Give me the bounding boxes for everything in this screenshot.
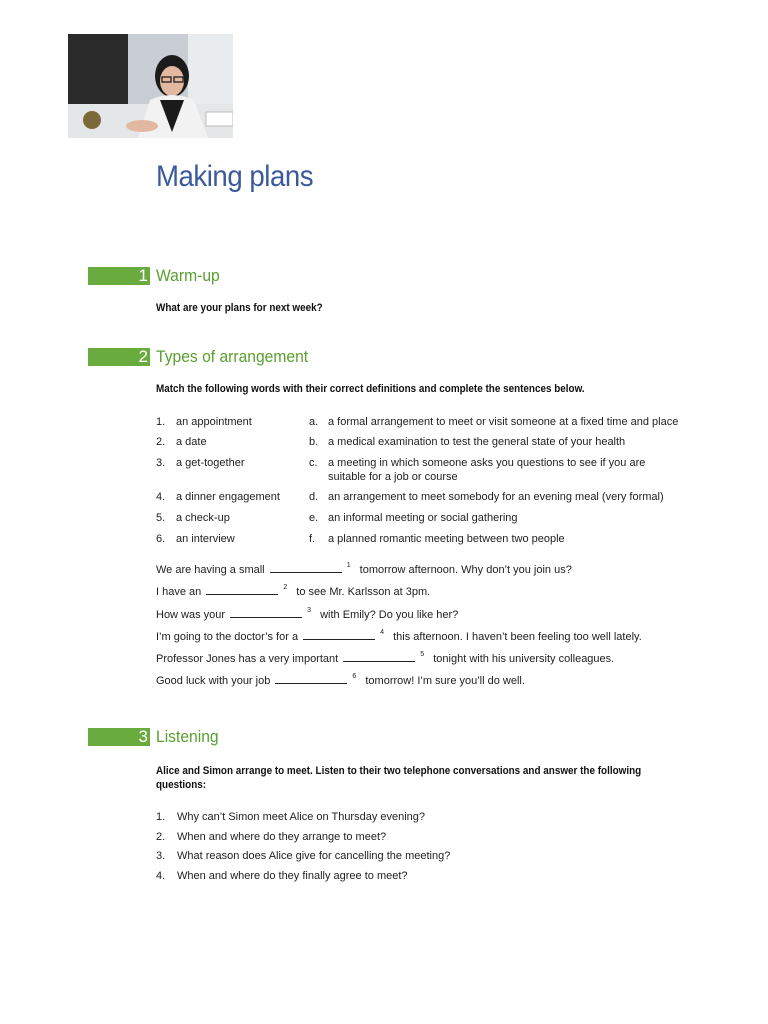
section-number: 3 (88, 728, 150, 746)
header-photo (68, 34, 233, 138)
section-3-header (88, 727, 224, 747)
definition-letter: a. (309, 416, 319, 428)
answer-blank[interactable] (275, 674, 347, 684)
gap-sentence (156, 584, 430, 598)
answer-blank[interactable] (303, 630, 375, 640)
section-1-header (88, 266, 225, 286)
item-word: a get-together (176, 457, 245, 469)
sentence-end: to see Mr. Karlsson at 3pm. (296, 586, 431, 598)
question-text: Why can’t Simon meet Alice on Thursday evening? (177, 811, 426, 823)
definition-letter: c. (309, 457, 318, 469)
gap-number: 5 (420, 651, 425, 658)
gap-number: 4 (380, 629, 385, 636)
gap-sentence (156, 651, 614, 665)
section-title: Listening (156, 727, 219, 746)
definition-text: a planned romantic meeting between two people (328, 533, 565, 545)
question-number: 4. (156, 870, 166, 882)
sentence-end: this afternoon. I haven’t been feeling too well lately. (393, 631, 642, 643)
sentence-end: tomorrow afternoon. Why don’t you join us? (359, 564, 572, 576)
gap-sentence (156, 607, 458, 621)
section-title: Warm-up (156, 266, 220, 285)
answer-blank[interactable] (270, 563, 342, 573)
definition-letter: e. (309, 512, 319, 524)
sentence-end: with Emily? Do you like her? (320, 609, 459, 621)
item-number: 4. (156, 491, 166, 503)
gap-sentence (156, 629, 642, 643)
item-number: 2. (156, 436, 166, 448)
item-number: 1. (156, 416, 166, 428)
sentence-start: Professor Jones has a very important (156, 653, 339, 665)
sentence-start: How was your (156, 609, 226, 621)
warmup-question: What are your plans for next week? (156, 302, 323, 314)
section-2-header (88, 347, 321, 367)
definition-letter: d. (309, 491, 319, 503)
section-number: 2 (88, 348, 150, 366)
definition-text: a meeting in which someone asks you questions to see if you are suitable for a job or course (328, 457, 646, 483)
sentence-end: tomorrow! I’m sure you’ll do well. (365, 675, 525, 687)
question-text: When and where do they arrange to meet? (177, 831, 387, 843)
sentence-start: We are having a small (156, 564, 265, 576)
item-word: an interview (176, 533, 235, 545)
definition-text: a medical examination to test the general state of your health (328, 436, 626, 448)
definition-text: a formal arrangement to meet or visit someone at a fixed time and place (328, 416, 679, 428)
definition-text: an informal meeting or social gathering (328, 512, 518, 524)
sentence-start: I’m going to the doctor’s for a (156, 631, 299, 643)
definition-letter: f. (309, 533, 316, 545)
item-number: 6. (156, 533, 166, 545)
question-text: What reason does Alice give for cancelling the meeting? (177, 850, 451, 862)
item-number: 3. (156, 457, 166, 469)
definition-text: an arrangement to meet somebody for an evening meal (very formal) (328, 491, 664, 503)
listening-instruction: Alice and Simon arrange to meet. Listen to their two telephone conversations and answer the following questions: (156, 765, 642, 791)
item-word: a date (176, 436, 207, 448)
question-text: When and where do they finally agree to meet? (177, 870, 408, 882)
section-number: 1 (88, 267, 150, 285)
answer-blank[interactable] (230, 608, 302, 618)
section-title: Types of arrangement (156, 347, 309, 366)
item-word: an appointment (176, 416, 252, 428)
matching-instruction: Match the following words with their correct definitions and complete the sentences below. (156, 383, 585, 395)
item-word: a check-up (176, 512, 230, 524)
sentence-end: tonight with his university colleagues. (433, 653, 615, 665)
gap-sentence (156, 673, 525, 687)
gap-number: 1 (346, 562, 351, 569)
gap-sentence (156, 562, 572, 576)
definition-letter: b. (309, 436, 319, 448)
question-number: 3. (156, 850, 166, 862)
businesswoman-photo (68, 34, 233, 138)
question-number: 1. (156, 811, 166, 823)
gap-number: 6 (352, 673, 357, 680)
page-title: Making plans (156, 160, 314, 193)
sentence-start: I have an (156, 586, 202, 598)
sentence-start: Good luck with your job (156, 675, 271, 687)
question-number: 2. (156, 831, 166, 843)
answer-blank[interactable] (343, 652, 415, 662)
item-word: a dinner engagement (176, 491, 280, 503)
item-number: 5. (156, 512, 166, 524)
answer-blank[interactable] (206, 585, 278, 595)
gap-number: 2 (283, 584, 288, 591)
gap-number: 3 (307, 607, 312, 614)
